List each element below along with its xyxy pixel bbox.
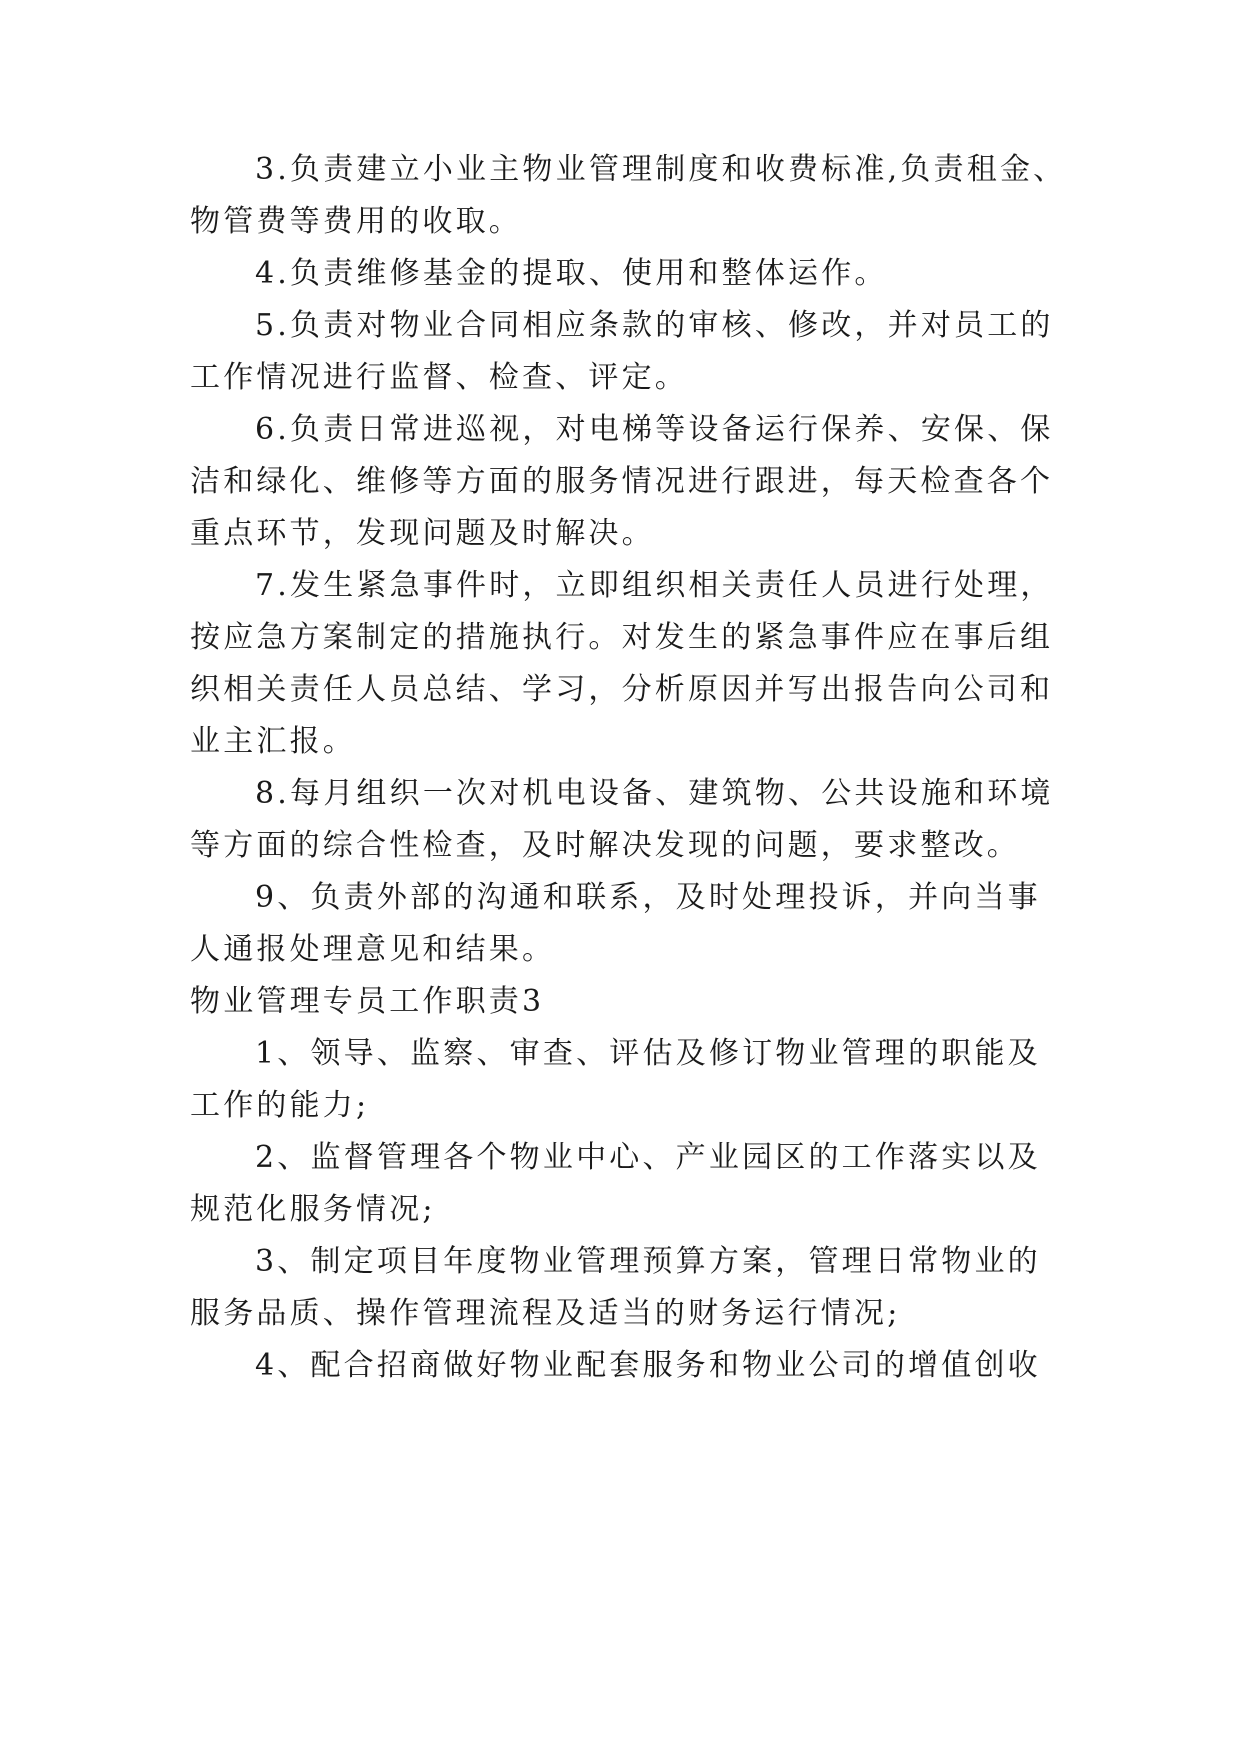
item-2-line-1: 2、监督管理各个物业中心、产业园区的工作落实以及: [255, 1140, 1041, 1175]
paragraph-7-line-3: 织相关责任人员总结、学习，分析原因并写出报告向公司和: [190, 672, 1054, 707]
section-heading: 物业管理专员工作职责3: [190, 984, 545, 1019]
paragraph-7-line-1: 7.发生紧急事件时，立即组织相关责任人员进行处理，: [255, 568, 1054, 603]
paragraph-6-line-3: 重点环节，发现问题及时解决。: [190, 516, 655, 551]
paragraph-8-line-2: 等方面的综合性检查，及时解决发现的问题，要求整改。: [190, 828, 1020, 863]
paragraph-3-line-2: 物管费等费用的收取。: [190, 204, 522, 239]
item-3-line-1: 3、制定项目年度物业管理预算方案，管理日常物业的: [255, 1244, 1041, 1279]
paragraph-6-line-1: 6.负责日常进巡视，对电梯等设备运行保养、安保、保: [255, 412, 1054, 447]
paragraph-9-line-2: 人通报处理意见和结果。: [190, 932, 556, 967]
paragraph-6-line-2: 洁和绿化、维修等方面的服务情况进行跟进，每天检查各个: [190, 464, 1054, 499]
paragraph-7-line-4: 业主汇报。: [190, 724, 356, 759]
paragraph-3-line-1: 3.负责建立小业主物业管理制度和收费标准,负责租金、: [255, 152, 1067, 187]
paragraph-5-line-1: 5.负责对物业合同相应条款的审核、修改，并对员工的: [255, 308, 1054, 343]
paragraph-5-line-2: 工作情况进行监督、检查、评定。: [190, 360, 688, 395]
item-1-line-1: 1、领导、监察、审查、评估及修订物业管理的职能及: [255, 1036, 1041, 1071]
paragraph-8-line-1: 8.每月组织一次对机电设备、建筑物、公共设施和环境: [255, 776, 1054, 811]
paragraph-4-line-1: 4.负责维修基金的提取、使用和整体运作。: [255, 256, 888, 291]
item-2-line-2: 规范化服务情况;: [190, 1192, 436, 1227]
paragraph-7-line-2: 按应急方案制定的措施执行。对发生的紧急事件应在事后组: [190, 620, 1054, 655]
item-4-line-1: 4、配合招商做好物业配套服务和物业公司的增值创收: [255, 1348, 1041, 1383]
item-3-line-2: 服务品质、操作管理流程及适当的财务运行情况;: [190, 1296, 901, 1331]
paragraph-9-line-1: 9、负责外部的沟通和联系，及时处理投诉，并向当事: [255, 880, 1041, 915]
item-1-line-2: 工作的能力;: [190, 1088, 370, 1123]
